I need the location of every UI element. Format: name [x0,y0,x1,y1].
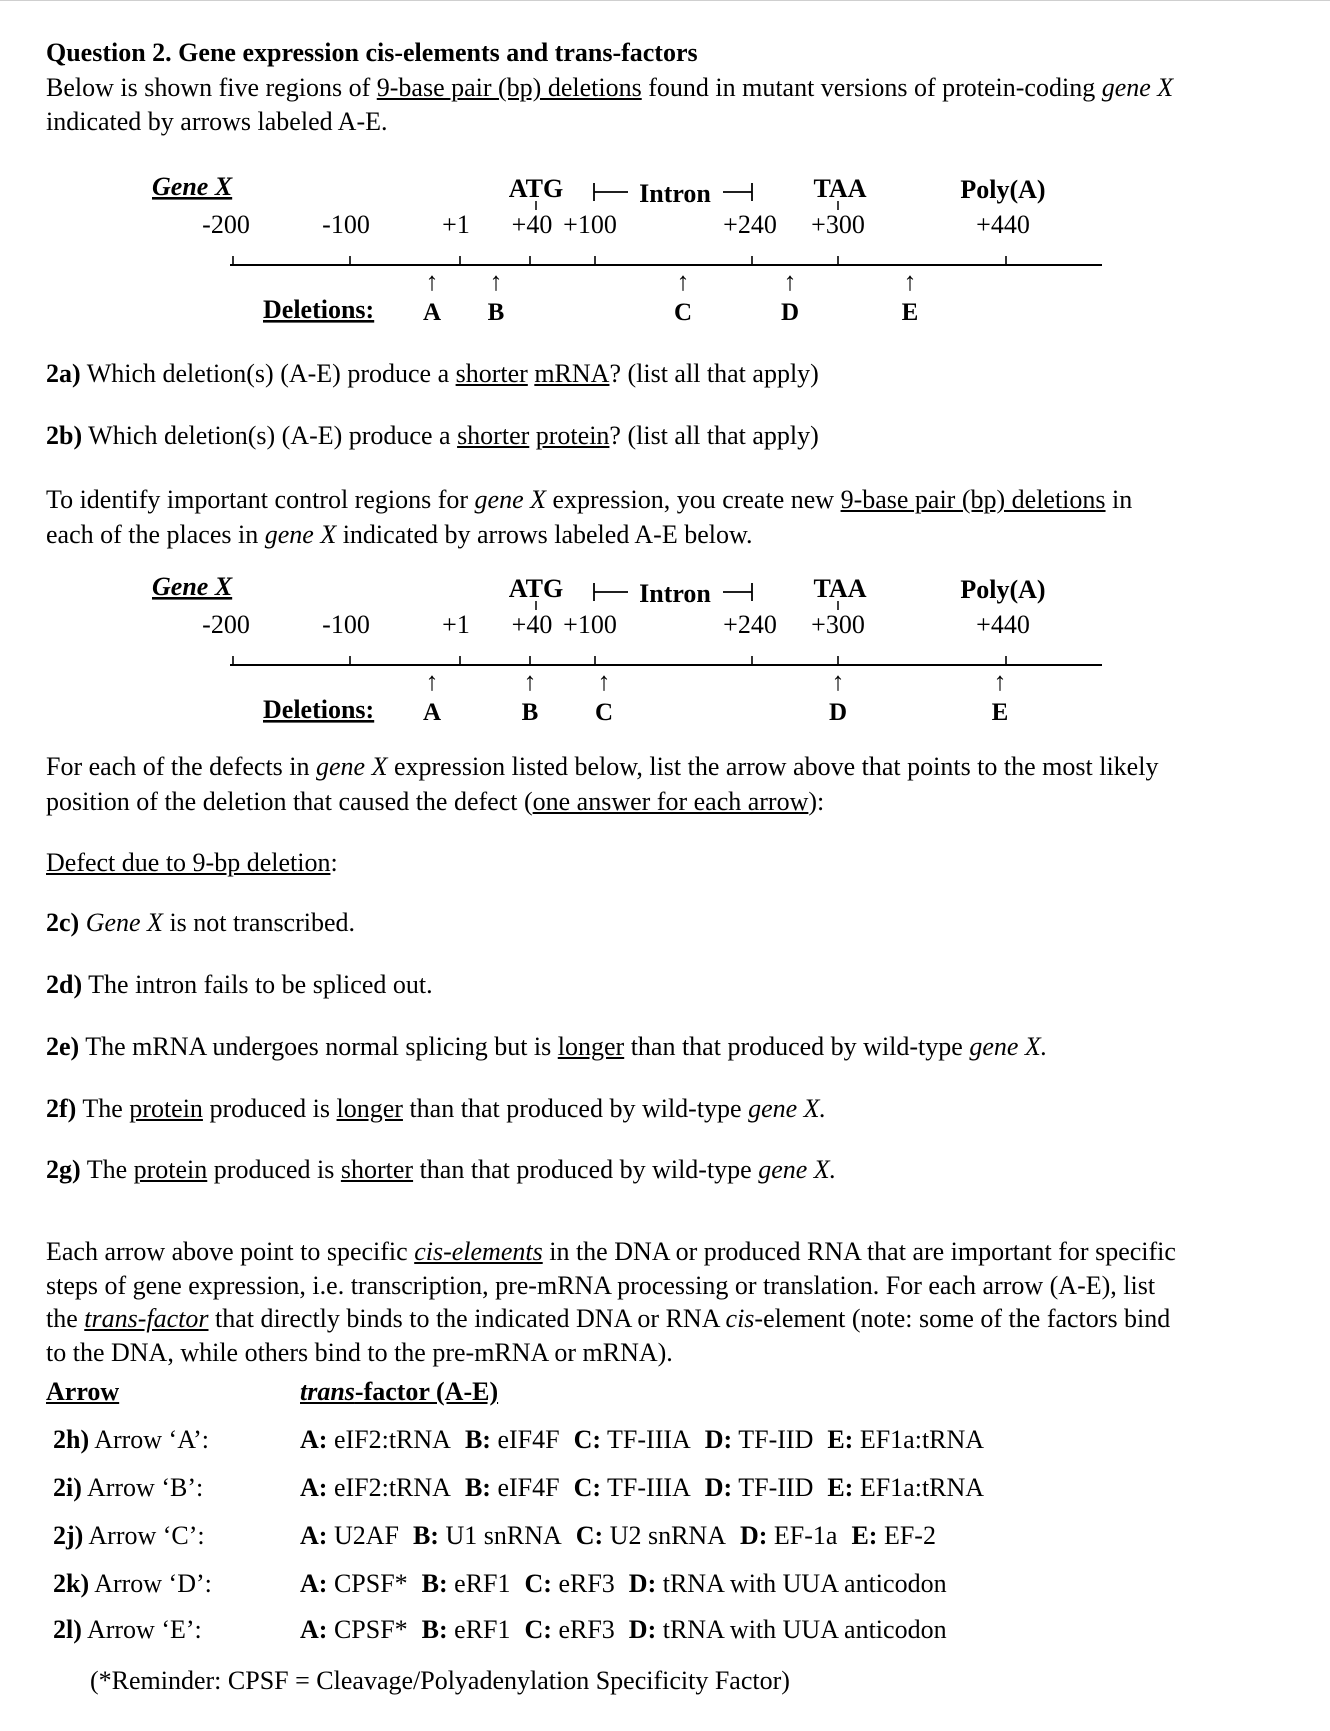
para4-text-3: the [46,1304,85,1333]
option-value: CPSF* [327,1615,408,1644]
deletion-letter-b: B [521,699,539,726]
option-key: B: [464,1425,491,1454]
intro-text-2: found in mutant versions of protein-coding [641,73,1102,102]
q2b-protein: protein [535,421,610,450]
option-value: TF-IID [732,1473,814,1502]
option-key: D: [628,1615,657,1644]
q2g-number: 2g) [46,1155,81,1184]
position-label: -100 [322,610,370,639]
answer-option [576,1521,726,1550]
q2e-gene: gene X. [969,1032,1048,1061]
position-label: +100 [563,210,617,239]
para2-gene-2: gene X [264,520,337,549]
answer-option [300,1473,451,1502]
para4-cis-elements: cis-elements [414,1237,543,1266]
question-2e [46,1030,1047,1064]
question-2g [46,1153,836,1187]
para3-line-1 [46,750,1158,784]
atg-label: ATG [508,574,564,603]
row-number: 2i) [53,1473,82,1502]
question-2f [46,1092,826,1126]
deletion-arrow-icon: ↑ [783,267,797,296]
option-key: C: [524,1569,552,1598]
row-label [53,1471,203,1505]
position-label: -200 [202,610,250,639]
position-label: -200 [202,210,250,239]
para3-text: For each of the defects in [46,752,317,781]
answer-option [705,1425,814,1454]
option-value: eIF4F [490,1473,560,1502]
para4-cis: cis [725,1304,755,1333]
para2-line-1 [46,483,1132,517]
atg-label: ATG [508,174,564,203]
position-label: +440 [976,610,1030,639]
polya-label: Poly(A) [960,575,1046,604]
question-2d [46,968,433,1002]
row-number: 2h) [53,1425,90,1454]
para3-text-4: ): [808,787,825,816]
answer-option [300,1615,408,1644]
row-label [53,1567,212,1601]
para4-line-3 [46,1302,1170,1336]
position-label: +240 [723,210,777,239]
reminder-note: (*Reminder: CPSF = Cleavage/Polyadenylation Specificity Factor) [90,1666,790,1695]
para2-text-4: each of the places in [46,520,265,549]
taa-label: TAA [813,574,867,603]
q2f-number: 2f) [46,1094,77,1123]
q2d-text: The intron fails to be spliced out. [82,970,433,999]
answer-option [413,1521,562,1550]
option-key: B: [412,1521,439,1550]
row-number: 2l) [53,1615,82,1644]
answer-option [422,1569,511,1598]
deletion-arrow-icon: ↑ [425,667,439,696]
para2-deletions-term: 9-base pair (bp) deletions [840,485,1106,514]
option-key: C: [524,1615,552,1644]
deletion-arrow-icon: ↑ [425,267,439,296]
row-label-text: Arrow ‘A’: [89,1425,209,1454]
option-value: eIF2:tRNA [327,1425,451,1454]
position-label: +300 [811,210,865,239]
row-number: 2j) [53,1521,84,1550]
row-label [53,1519,205,1553]
option-value: eRF3 [551,1569,615,1598]
answer-option [525,1569,615,1598]
q2e-text: The mRNA undergoes normal splicing but is [79,1032,558,1061]
table-header-trans-factor [300,1375,498,1409]
q2f-longer: longer [336,1094,403,1123]
option-value: TF-IIIA [601,1425,691,1454]
deletion-arrow-icon: ↑ [993,667,1007,696]
q2a-text: Which deletion(s) (A-E) produce a [80,359,456,388]
deletion-letter-e: E [901,299,919,326]
deletion-letter-c: C [673,299,693,326]
para2-text-5: indicated by arrows labeled A-E below. [336,520,753,549]
option-value: TF-IID [732,1425,814,1454]
option-value: CPSF* [327,1569,408,1598]
answer-option [525,1615,615,1644]
deletion-arrow-icon: ↑ [676,267,690,296]
intron-label: Intron [639,179,711,208]
row-options [300,1471,998,1505]
option-key: C: [573,1425,601,1454]
q2g-gene: gene X. [758,1155,837,1184]
deletion-letter-c: C [594,699,614,726]
para4-text-2: in the DNA or produced RNA that are important for specific [542,1237,1176,1266]
q2d-number: 2d) [46,970,83,999]
position-label: +440 [976,210,1030,239]
option-value: EF-2 [877,1521,936,1550]
deletion-arrow-icon: ↑ [597,667,611,696]
deletion-letter-a: A [422,299,442,326]
gene-diagram-2 [0,568,1330,758]
option-key: A: [300,1425,328,1454]
q2f-text-2: than that produced by wild-type [402,1094,749,1123]
deletion-letter-e: E [991,699,1009,726]
table-header-factor: -factor (A-E) [354,1377,499,1406]
q2a-text-end: ? (list all that apply) [609,359,819,388]
answer-option [851,1521,936,1550]
row-label-text: Arrow ‘B’: [81,1473,204,1502]
row-number: 2k) [53,1569,90,1598]
position-label: -100 [322,210,370,239]
answer-option [465,1425,560,1454]
para3-gene: gene X [316,752,388,781]
row-options [300,1423,998,1457]
option-value: U1 snRNA [438,1521,562,1550]
position-label: +300 [811,610,865,639]
answer-option [827,1425,984,1454]
q2b-text-end: ? (list all that apply) [609,421,819,450]
intro-gene-name: gene X [1101,73,1174,102]
row-label-text: Arrow ‘E’: [81,1615,202,1644]
defect-header [46,846,338,880]
para3-text-3: position of the deletion that caused the defect ( [46,787,533,816]
position-label: +40 [511,610,553,639]
option-key: A: [300,1473,328,1502]
option-value: eIF4F [490,1425,560,1454]
answer-option [300,1425,451,1454]
option-key: B: [464,1473,491,1502]
option-value: tRNA with UUA anticodon [656,1569,947,1598]
deletion-letter-a: A [422,699,442,726]
q2b-shorter: shorter [457,421,530,450]
para3-text-2: expression listed below, list the arrow above that points to the most likely [387,752,1159,781]
option-value: eRF1 [447,1615,511,1644]
q2c-text: is not transcribed. [162,908,356,937]
q2f-protein: protein [129,1094,203,1123]
para4-line-2: steps of gene expression, i.e. transcription, pre-mRNA processing or translation. For each arrow (A-E), list [46,1271,1156,1300]
polya-label: Poly(A) [960,175,1046,204]
option-value: eRF3 [551,1615,615,1644]
answer-option [574,1473,691,1502]
q2b-text: Which deletion(s) (A-E) produce a [82,421,458,450]
deletion-letter-b: B [487,299,505,326]
option-value: tRNA with UUA anticodon [656,1615,947,1644]
position-label: +100 [563,610,617,639]
q2f-text: produced is [202,1094,337,1123]
q2c-gene: Gene X [85,908,163,937]
q2a-number: 2a) [46,359,81,388]
q2a-mrna: mRNA [534,359,610,388]
para2-text-2: expression, you create new [546,485,841,514]
top-border [0,0,1330,1]
para2-line-2 [46,518,753,552]
row-options [300,1613,961,1647]
defect-header-colon: : [330,848,338,877]
para4-text-4: that directly binds to the indicated DNA or RNA [208,1304,726,1333]
q2e-number: 2e) [46,1032,80,1061]
option-key: D: [704,1473,733,1502]
position-label: +240 [723,610,777,639]
para2-gene: gene X [474,485,546,514]
deletion-arrow-icon: ↑ [489,267,503,296]
option-value: U2 snRNA [603,1521,726,1550]
option-key: E: [851,1521,878,1550]
para4-text: Each arrow above point to specific [46,1237,415,1266]
q2g-shorter: shorter [340,1155,414,1184]
question-title: Question 2. Gene expression cis-elements and trans-factors [46,38,698,67]
row-label [53,1423,209,1457]
answer-option [629,1615,947,1644]
option-value: EF-1a [767,1521,838,1550]
q2c-number: 2c) [46,908,80,937]
option-key: C: [573,1473,601,1502]
para3-line-2 [46,785,824,819]
row-label-text: Arrow ‘C’: [83,1521,205,1550]
option-value: eRF1 [447,1569,511,1598]
option-value: U2AF [327,1521,399,1550]
table-header-arrow: Arrow [46,1377,120,1406]
option-key: B: [421,1569,448,1598]
q2g-text-2: than that produced by wild-type [413,1155,759,1184]
q2g-protein: protein [133,1155,208,1184]
intro-deletions-term: 9-base pair (bp) deletions [376,73,642,102]
gene-label: Gene X [152,572,233,601]
option-key: A: [300,1521,328,1550]
para4-text-5: -element (note: some of the factors bind [754,1304,1171,1333]
position-label: +1 [442,610,470,639]
taa-label: TAA [813,174,867,203]
deletion-arrow-icon: ↑ [523,667,537,696]
option-key: E: [827,1473,854,1502]
deletion-letter-d: D [780,299,800,326]
option-key: E: [827,1425,854,1454]
q2e-longer: longer [557,1032,625,1061]
position-label: +1 [442,210,470,239]
option-key: C: [575,1521,604,1550]
answer-option [300,1569,408,1598]
row-label-text: Arrow ‘D’: [89,1569,212,1598]
gene-diagram-1 [0,168,1330,358]
defect-header-text: Defect due to 9-bp deletion [46,848,331,877]
row-label [53,1613,202,1647]
question-2c [46,906,355,940]
q2g-text: produced is [207,1155,341,1184]
answer-option [465,1473,560,1502]
q2f-text-0: The [76,1094,130,1123]
answer-option [827,1473,984,1502]
position-label: +40 [511,210,553,239]
question-2a [46,357,819,391]
para4-line-4: to the DNA, while others bind to the pre-mRNA or mRNA). [46,1338,673,1367]
para2-text-3: in [1105,485,1133,514]
deletion-arrow-icon: ↑ [903,267,917,296]
option-value: EF1a:tRNA [853,1425,985,1454]
option-value: EF1a:tRNA [853,1473,985,1502]
q2g-text-0: The [80,1155,134,1184]
table-header-trans: trans [300,1377,355,1406]
intron-label: Intron [639,579,711,608]
answer-option [740,1521,837,1550]
answer-option [300,1521,399,1550]
option-key: D: [739,1521,768,1550]
q2a-shorter: shorter [455,359,528,388]
gene-label: Gene X [152,172,233,201]
deletions-label: Deletions: [263,295,375,324]
option-key: A: [300,1615,328,1644]
answer-option [629,1569,947,1598]
answer-option [574,1425,691,1454]
option-value: eIF2:tRNA [327,1473,451,1502]
para3-one-answer: one answer for each arrow [532,787,809,816]
option-key: D: [628,1569,657,1598]
option-value: TF-IIIA [601,1473,691,1502]
intro-text: Below is shown five regions of [46,73,377,102]
row-options [300,1567,961,1601]
intro-line-2: indicated by arrows labeled A-E. [46,107,388,136]
para4-line-1 [46,1235,1176,1269]
deletions-label: Deletions: [263,695,375,724]
para2-text: To identify important control regions for [46,485,475,514]
option-key: B: [421,1615,448,1644]
answer-option [422,1615,511,1644]
q2f-gene: gene X. [748,1094,827,1123]
deletion-letter-d: D [828,699,848,726]
option-key: D: [704,1425,733,1454]
deletion-arrow-icon: ↑ [831,667,845,696]
q2b-number: 2b) [46,421,83,450]
intro-line-1 [46,71,1173,105]
q2e-text-2: than that produced by wild-type [624,1032,970,1061]
question-2b [46,419,819,453]
row-options [300,1519,950,1553]
answer-option [705,1473,814,1502]
option-key: A: [300,1569,328,1598]
para4-trans-factor: trans-factor [84,1304,209,1333]
